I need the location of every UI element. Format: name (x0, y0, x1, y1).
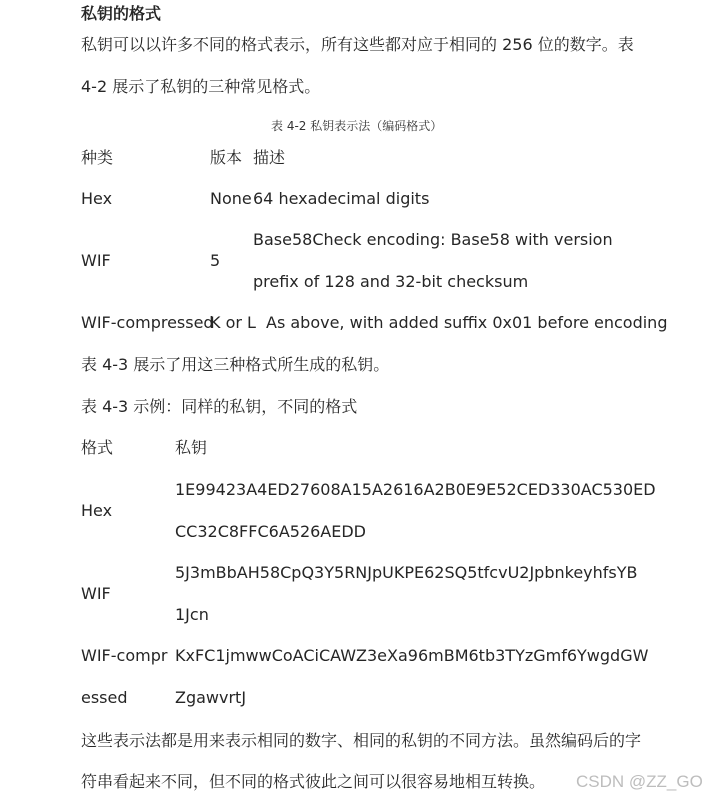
row-wifc-format-line-1: WIF-compr (81, 646, 168, 665)
table-4-2-header-version: 版本 (210, 148, 243, 167)
intro-line-2: 4-2 展示了私钥的三种常见格式。 (81, 77, 321, 96)
row-wifc-description: As above, with added suffix 0x01 before encoding (266, 313, 668, 332)
row-hex-key-line-2: CC32C8FFC6A526AEDD (175, 522, 366, 541)
row-wifc-key-line-1: KxFC1jmwwCoACiCAWZ3eXa96mBM6tb3TYzGmf6YwgdGW (175, 646, 649, 665)
intro-line-1: 私钥可以以许多不同的格式表示，所有这些都对应于相同的 256 位的数字。表 (81, 35, 634, 54)
row-wif-key-line-2: 1Jcn (175, 605, 209, 624)
section-heading: 私钥的格式 (81, 4, 162, 23)
row-hex-key-line-1: 1E99423A4ED27608A15A2616A2B0E9E52CED330AC530ED (175, 480, 656, 499)
row-wif-description-line-1: Base58Check encoding: Base58 with version (253, 230, 613, 249)
table-4-3-header-key: 私钥 (175, 438, 208, 457)
row-wif-type: WIF (81, 251, 111, 270)
row-wif-key-line-1: 5J3mBbAH58CpQ3Y5RNJpUKPE62SQ5tfcvU2JpbnkeyhfsYB (175, 563, 638, 582)
row-hex-description: 64 hexadecimal digits (253, 189, 430, 208)
row-hex-version: None (210, 189, 252, 208)
table-4-3-caption: 表 4-3 示例：同样的私钥，不同的格式 (81, 397, 358, 416)
table-4-2-caption: 表 4-2 私钥表示法（编码格式） (271, 119, 443, 133)
outro-line-2: 符串看起来不同，但不同的格式彼此之间可以很容易地相互转换。 (81, 772, 546, 791)
row-wifc-key-line-2: ZgawvrtJ (175, 688, 247, 707)
row-wifc-type: WIF-compressed (81, 313, 214, 332)
table-4-2-header-description: 描述 (253, 148, 286, 167)
outro-line-1: 这些表示法都是用来表示相同的数字、相同的私钥的不同方法。虽然编码后的字 (81, 731, 642, 750)
para-table-4-3: 表 4-3 展示了用这三种格式所生成的私钥。 (81, 355, 390, 374)
row-wif-format: WIF (81, 584, 111, 603)
csdn-watermark: CSDN @ZZ_GO (576, 772, 703, 791)
row-wif-version: 5 (210, 251, 221, 270)
table-4-3-header-format: 格式 (81, 438, 114, 457)
table-4-2-header-type: 种类 (81, 148, 114, 167)
row-hex-type: Hex (81, 189, 113, 208)
row-wifc-version: K or L (210, 313, 256, 332)
row-wifc-format-line-2: essed (81, 688, 128, 707)
row-hex-format: Hex (81, 501, 113, 520)
row-wif-description-line-2: prefix of 128 and 32-bit checksum (253, 272, 529, 291)
